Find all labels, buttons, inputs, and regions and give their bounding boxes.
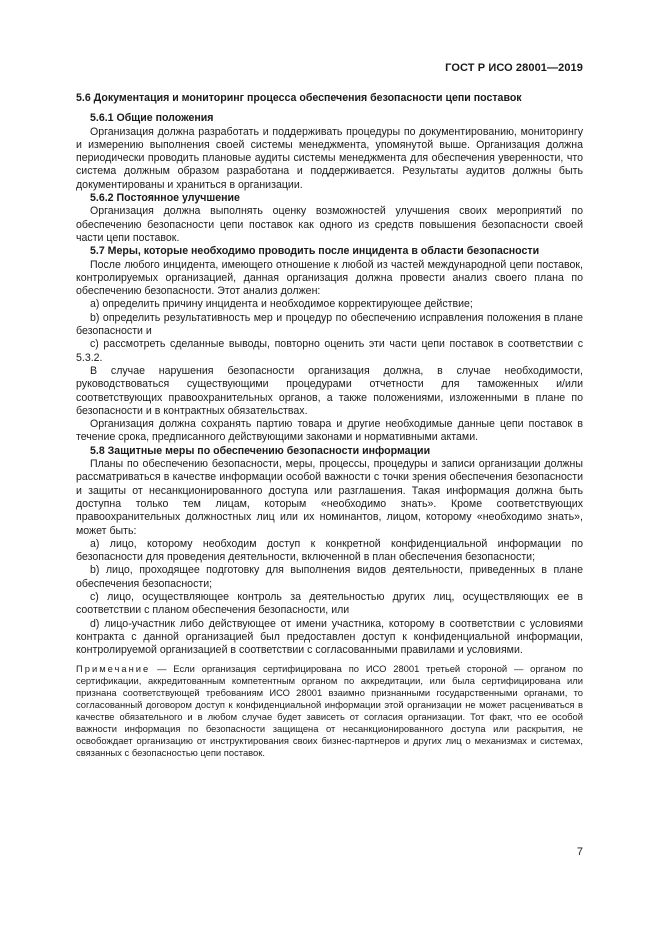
section-5-8-item-d: d) лицо-участник либо действующее от имени участника, которому в соответствии с условиями контракта с данной организацией был предоставлен доступ к конфиденциальной информации, контролируемой организацией в соответствии с согласованными правилами и условиями. (76, 617, 583, 657)
page-body (76, 92, 583, 759)
section-5-6-2-text (76, 205, 583, 245)
section-5-7-item-b: b) определить результативность мер и процедур по обеспечению исправления положения в плане безопасности и (76, 311, 583, 338)
section-5-8-intro: Планы по обеспечению безопасности, меры, процессы, процедуры и записи организации должны рассматриваться в качестве информации особой важности с точки зрения обеспечения безопасности и защиты от несанкционированного доступа или разглашения. Такая информация должна быть доступна только тем лицам, которым «необходимо знать». Кроме соответствующих правоохранительных должностных лиц или их номинантов, лицом, которому «необходимо знать», может быть: (76, 458, 583, 537)
section-5-8-title: 5.8 Защитные меры по обеспечению безопасности информации (90, 444, 431, 457)
section-5-7-item-c: c) рассмотреть сделанные выводы, повторно оценить эти части цепи поставок в соответствии с 5.3.2. (76, 338, 583, 364)
section-5-7-intro: После любого инцидента, имеющего отношение к любой из частей международной цепи поставок, контролируемых организацией, данная организация должна провести анализ своего плана по обеспечению безопасности. Этот анализ должен: (76, 258, 583, 298)
standard-designation: ГОСТ Р ИСО 28001—2019 (445, 62, 583, 74)
section-5-6-1-title: 5.6.1 Общие положения (90, 112, 214, 125)
section-5-7-title: 5.7 Меры, которые необходимо проводить после инцидента в области безопасности (90, 245, 540, 258)
section-5-8-item-b: b) лицо, проходящее подготовку для выполнения видов деятельности, приведенных в плане обеспечения безопасности; (76, 564, 583, 590)
note-text: — Если организация сертифицирована по ИСО 28001 третьей стороной — органом по сертификации, аккредитованным компетентным органом по аккредитации, или была сертифицирована или признана соответствующей требованиям ИСО 28001 взаимно признанными государственными органами, то согласованный договором доступ к конфиденциальной информации этой организации не может расцениваться в качестве обязательного и в любом случае будет зависеть от согласия организации. Тот факт, что ее особой важности информация по безопасности защищена от несанкционированного доступа или раскрытия, не освобождает организацию от инструктирования своих бизнес-партнеров и других лиц о механизмах и системах, связанных с безопасностью цепи поставок. (76, 663, 583, 758)
section-5-6-title: 5.6 Документация и мониторинг процесса обеспечения безопасности цепи поставок (76, 92, 522, 104)
note-label: Примечание (76, 663, 151, 675)
section-5-8-item-c: c) лицо, осуществляющее контроль за деятельностью других лиц, осуществляющих ее в соответствии с планом обеспечения безопасности, или (76, 590, 583, 617)
section-5-7-item-a: a) определить причину инцидента и необходимое корректирующее действие; (90, 298, 473, 311)
section-5-6-2-text-content: Организация должна выполнять оценку возможностей улучшения своих мероприятий по обеспечению безопасности цепи поставок как одного из средств повышения безопасности своей части цепи поставок. (76, 205, 583, 244)
section-5-7-para-3: Организация должна сохранять партию товара и другие необходимые данные цепи поставок в течение срока, предписанного действующими законами и нормативными актами. (76, 418, 583, 444)
section-5-6-1-text (76, 126, 583, 192)
section-5-8-item-a: а) лицо, которому необходим доступ к конкретной конфиденциальной информации по безопасности для проведения деятельности, включенной в план обеспечения безопасности; (76, 537, 583, 564)
section-5-6-1-text-content: Организация должна разработать и поддерживать процедуры по документированию, мониторингу и измерению выполнения своей системы менеджмента, упомянутой выше. Организация должна периодически проводить плановые аудиты системы менеджмента для обеспечения уверенности, что система должным образом разработана и поддерживается. Результаты аудитов должны быть документированы и храниться в организации. (76, 125, 583, 191)
section-5-6-2-title: 5.6.2 Постоянное улучшение (90, 192, 240, 205)
note-paragraph (76, 663, 583, 758)
section-5-7-para-2: В случае нарушения безопасности организация должна, в случае необходимости, руководствоваться существующими процедурами отчетности для таможенных и/или соответствующих правоохранительных органов, а также положениями, изложенными в плане по безопасности и в контрактных обязательствах. (76, 364, 583, 417)
page-number: 7 (576, 846, 583, 858)
